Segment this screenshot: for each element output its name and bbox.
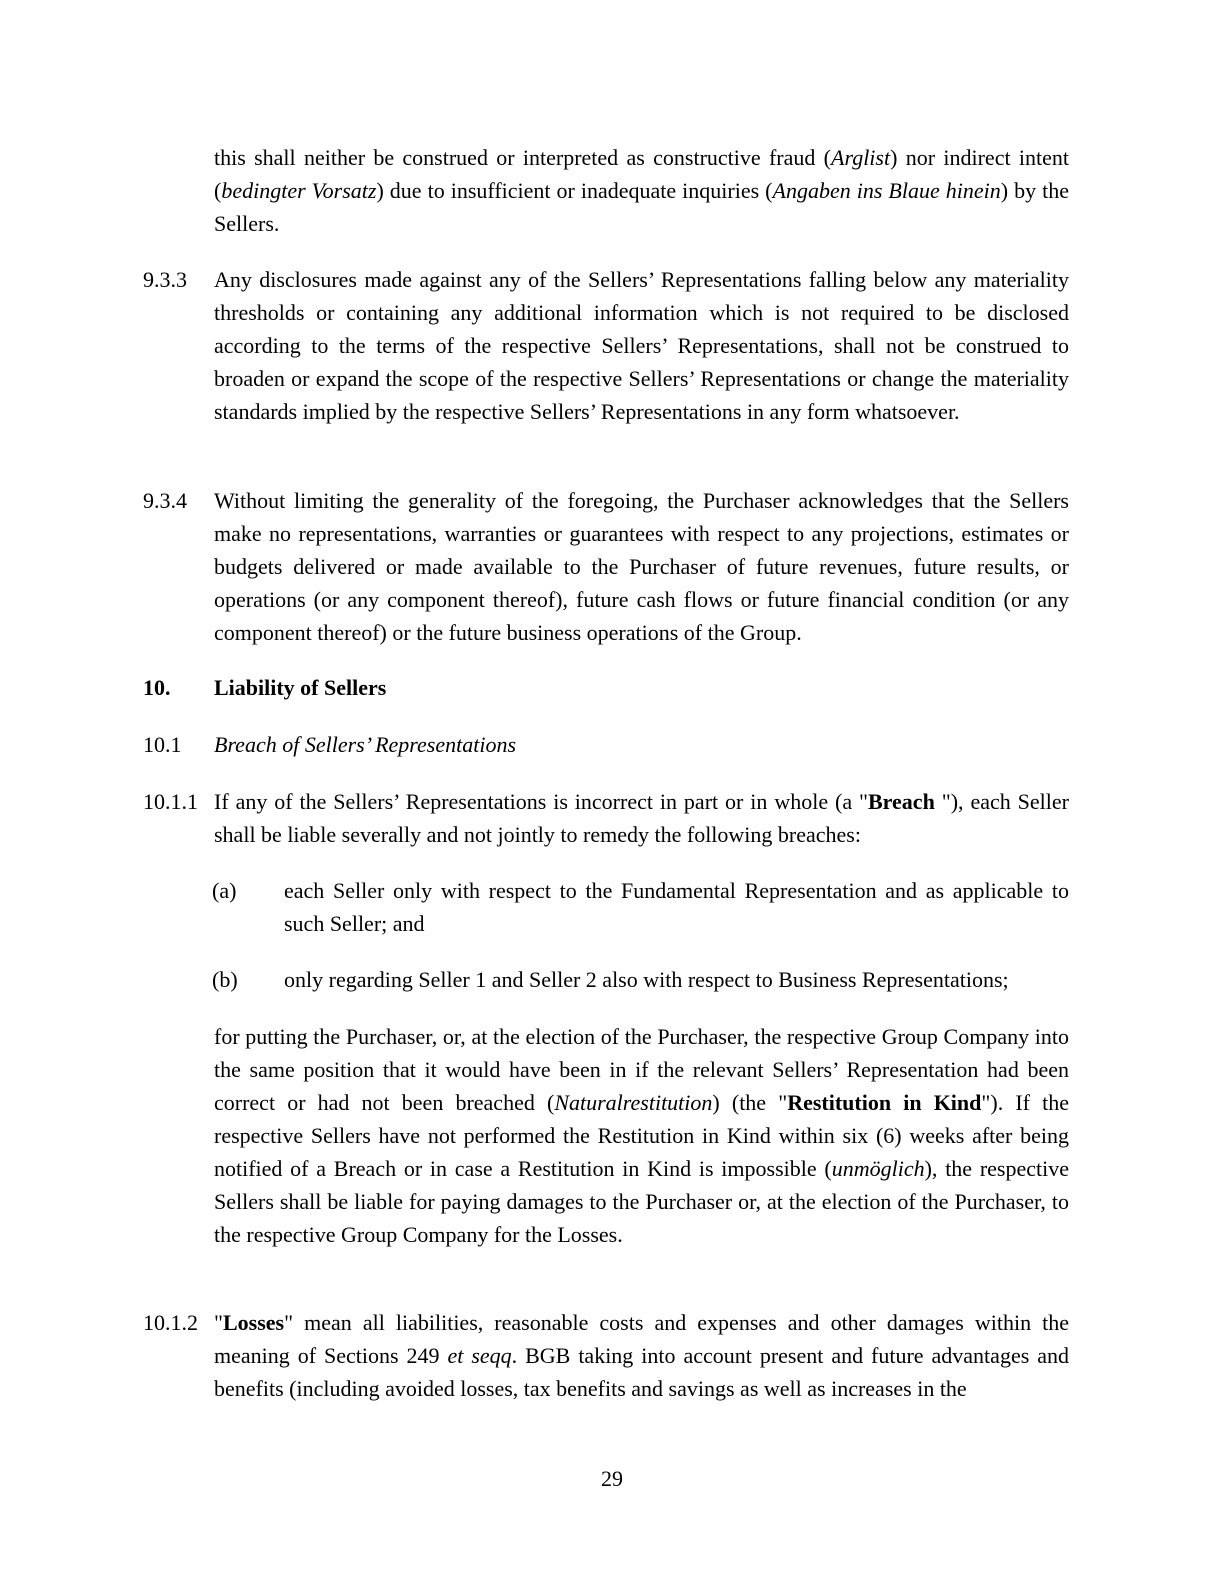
continuation-paragraph xyxy=(214,141,1069,240)
italic-term: Arglist xyxy=(831,145,891,170)
italic-title: Breach of Sellers’ Representations xyxy=(214,732,517,757)
text-run: " mean all liabilities, reasonable costs and expenses and other damages within the meaning of Sections 249 xyxy=(214,1310,1069,1368)
section-number-10-1-2: 10.1.2 xyxy=(143,1310,198,1335)
list-label-a: (a) xyxy=(212,878,237,903)
text-run: for putting the Purchaser, or, at the election of the Purchaser, the respective Group Company into the same position that it would have been in if the relevant Sellers’ Representation had been correct or had not been breached ( xyxy=(214,1024,1069,1115)
text-run: ) by the Sellers. xyxy=(214,178,1069,236)
section-number-10-1: 10.1 xyxy=(143,732,182,757)
italic-term: Naturalrestitution xyxy=(554,1090,713,1115)
section-10-1-1-tail xyxy=(214,1020,1069,1251)
text-run: ) due to insufficient or inadequate inquiries ( xyxy=(376,178,773,203)
section-10-1-1-text xyxy=(214,785,1069,851)
section-10-title: Liability of Sellers xyxy=(214,675,387,700)
defined-term: Losses xyxy=(222,1310,285,1335)
italic-term: unmöglich xyxy=(831,1156,925,1181)
text-run: " xyxy=(214,1310,223,1335)
text-run: ), the respective Sellers shall be liable for paying damages to the Purchaser or, at the election of the Purchaser, to the respective Group Company for the Losses. xyxy=(214,1156,1069,1247)
defined-term: Breach xyxy=(868,789,935,814)
section-number-9-3-4: 9.3.4 xyxy=(143,488,187,513)
section-9-3-4-text: Without limiting the generality of the foregoing, the Purchaser acknowledges that the Sellers make no representations, warranties or guarantees with respect to any projections, estimates or budgets delivered or made available to the Purchaser of future revenues, future results, or operations (or any component thereof), future cash flows or future financial condition (or any component thereof) or the future business operations of the Group. xyxy=(214,488,1069,645)
italic-term: Angaben ins Blaue hinein xyxy=(772,178,1001,203)
page-number: 29 xyxy=(601,1466,623,1491)
list-label-b: (b) xyxy=(212,967,238,992)
section-10-1-2-text xyxy=(214,1306,1069,1405)
section-9-3-3-text: Any disclosures made against any of the Sellers’ Representations falling below any materiality thresholds or containing any additional information which is not required to be disclosed according to the terms of the respective Sellers’ Representations, shall not be construed to broaden or expand the scope of the respective Sellers’ Representations or change the materiality standards implied by the respective Sellers’ Representations in any form whatsoever. xyxy=(214,267,1069,424)
section-number-10-1-1: 10.1.1 xyxy=(143,789,198,814)
defined-term: Restitution in Kind xyxy=(787,1090,982,1115)
text-run: ) nor indirect intent ( xyxy=(214,145,1069,203)
text-run: this shall neither be construed or interpreted as constructive fraud ( xyxy=(214,145,832,170)
italic-term: et seqq xyxy=(447,1343,512,1368)
text-run: ) (the " xyxy=(712,1090,788,1115)
text-run: "), each Seller shall be liable severally and not jointly to remedy the following breaches: xyxy=(214,789,1069,847)
section-number-9-3-3: 9.3.3 xyxy=(143,267,187,292)
text-run: . BGB taking into account present and future advantages and benefits (including avoided losses, tax benefits and savings as well as increases in the xyxy=(214,1343,1069,1401)
section-number-10: 10. xyxy=(143,675,171,700)
text-run: If any of the Sellers’ Representations is incorrect in part or in whole (a " xyxy=(214,789,868,814)
list-item-a-text: each Seller only with respect to the Fundamental Representation and as applicable to such Seller; and xyxy=(284,878,1069,936)
text-run: "). If the respective Sellers have not performed the Restitution in Kind within six (6) weeks after being notified of a Breach or in case a Restitution in Kind is impossible ( xyxy=(214,1090,1069,1181)
italic-term: bedingter Vorsatz xyxy=(221,178,377,203)
section-10-1-title xyxy=(214,728,1069,761)
list-item-b-text: only regarding Seller 1 and Seller 2 also with respect to Business Representations; xyxy=(284,967,1009,992)
